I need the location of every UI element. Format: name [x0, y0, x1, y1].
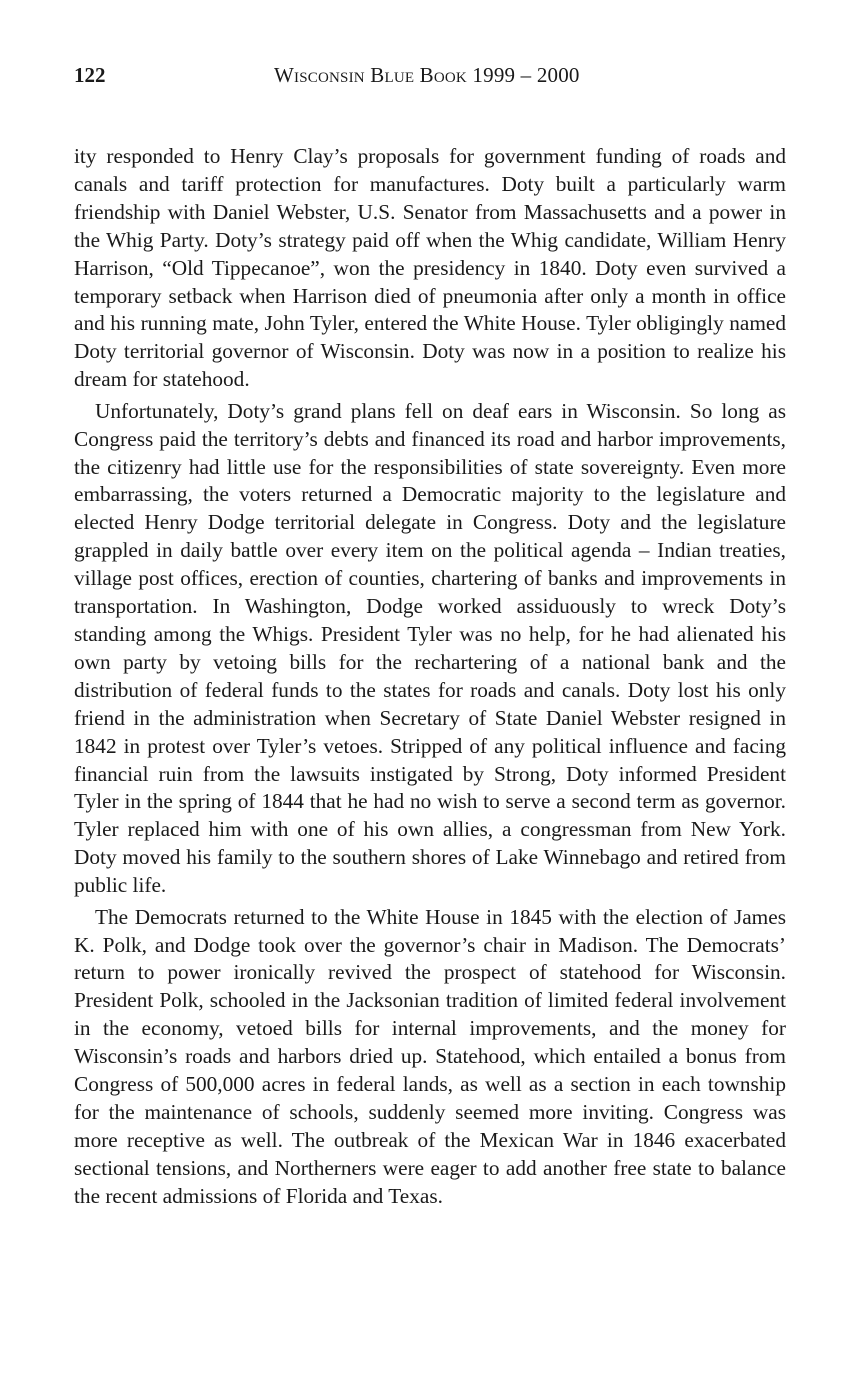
running-title: Wisconsin Blue Book 1999 – 2000	[274, 63, 580, 87]
paragraph: The Democrats returned to the White House in 1845 with the election of James K. Polk, and Dodge took over the governor’s chair in Madison. The Democrats’ return to power ironically revived the prospect of statehood for Wisconsin. President Polk, schooled in the Jacksonian tradition of limited federal involvement in the economy, vetoed bills for internal improvements, and the money for Wisconsin’s roads and harbors dried up. Statehood, which entailed a bonus from Congress of 500,000 acres in federal lands, as well as a section in each township for the maintenance of schools, suddenly seemed more inviting. Congress was more receptive as well. The outbreak of the Mexican War in 1846 exacerbated sectional tensions, and Northerners were eager to add another free state to balance the recent admissions of Florida and Texas.	[74, 904, 786, 1208]
paragraph-continued: ity responded to Henry Clay’s proposals for government funding of roads and canals and tariff protection for manufactures. Doty built a particularly warm friendship with Daniel Webster, U.S. Senator from Massachusetts and a power in the Whig Party. Doty’s strategy paid off when the Whig candidate, William Henry Harrison, “Old Tippecanoe”, won the presidency in 1840. Doty even survived a temporary setback when Harrison died of pneumonia after only a month in office and his running mate, John Tyler, entered the White House. Tyler obligingly named Doty territorial governor of Wisconsin. Doty was now in a position to realize his dream for statehood.	[74, 144, 786, 392]
paragraph: Unfortunately, Doty’s grand plans fell on deaf ears in Wisconsin. So long as Congress paid the territory’s debts and financed its road and harbor improvements, the citizenry had little use for the responsibilities of state sovereignty. Even more embarrassing, the voters returned a Democratic majority to the legislature and elected Henry Dodge territorial delegate in Congress. Doty and the legislature grappled in daily battle over every item on the political agenda – Indian treaties, village post offices, erection of counties, chartering of banks and improvements in transportation. In Washington, Dodge worked assiduously to wreck Doty’s standing among the Whigs. President Tyler was no help, for he had alienated his own party by vetoing bills for the rechartering of a national bank and the distribution of federal funds to the states for roads and canals. Doty lost his only friend in the administration when Secretary of State Daniel Webster resigned in 1842 in protest over Tyler’s vetoes. Stripped of any political influence and facing financial ruin from the lawsuits instigated by Strong, Doty informed President Tyler in the spring of 1844 that he had no wish to serve a second term as governor. Tyler replaced him with one of his own allies, a congressman from New York. Doty moved his family to the southern shores of Lake Winnebago and retired from public life.	[74, 398, 786, 898]
running-head	[74, 60, 786, 90]
page-number: 122	[74, 63, 106, 87]
body-text	[74, 143, 786, 1214]
